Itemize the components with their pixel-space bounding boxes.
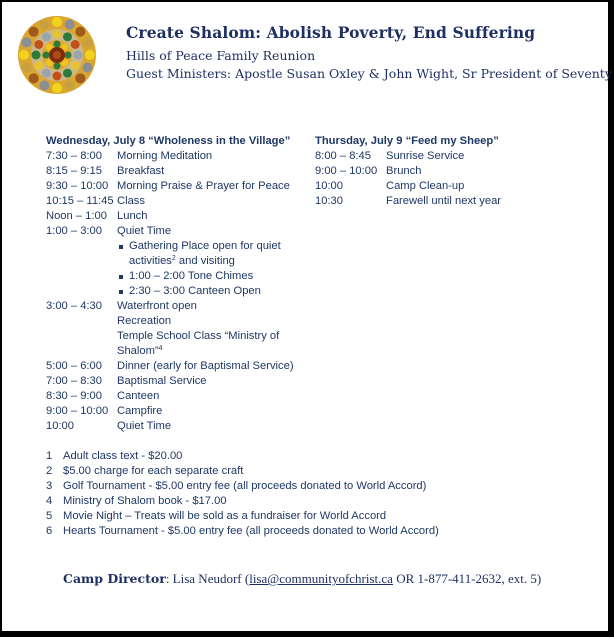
schedule-activity: Brunch — [386, 165, 422, 177]
schedule-activity: Breakfast — [117, 165, 165, 177]
mandala-petal — [71, 61, 80, 70]
quiet-time-bullets — [46, 239, 316, 299]
footnote-number: 5 — [46, 510, 53, 522]
footnote-ref: 4 — [158, 345, 163, 352]
schedule-activity: Baptismal Service — [117, 375, 207, 387]
schedule-activity: Camp Clean-up — [386, 180, 465, 192]
schedule-activity: Quiet Time — [117, 225, 172, 237]
schedule-activity: Dinner (early for Baptismal Service) — [117, 360, 294, 372]
schedule-activity: Farewell until next year — [386, 195, 502, 207]
guest-ministers: Guest Ministers: Apostle Susan Oxley & John Wight, Sr President of Seventy — [126, 66, 612, 81]
mandala-petal — [29, 27, 39, 37]
footnote-item — [46, 524, 439, 539]
footnote-number: 6 — [46, 525, 53, 537]
mandala-petal — [75, 73, 85, 83]
schedule-activity: Canteen — [117, 390, 160, 402]
bullet-item: 2:30 – 3:00 Canteen Open — [117, 284, 316, 299]
schedule-activity: Sunrise Service — [386, 150, 465, 162]
schedule-time: 8:00 – 8:45 — [315, 150, 371, 162]
camp-director-label: Camp Director — [63, 571, 166, 586]
mandala-petal — [34, 61, 43, 70]
footnote-item — [46, 509, 439, 524]
footnote-item — [46, 479, 439, 494]
schedule-row — [46, 194, 316, 209]
schedule-row — [315, 194, 555, 209]
mandala-petal — [52, 17, 62, 27]
footnote-text: Adult class text - $20.00 — [63, 450, 183, 462]
schedule-time: Noon – 1:00 — [46, 210, 107, 222]
mandala-petal — [63, 32, 72, 41]
mandala-petal — [42, 69, 51, 78]
mandala-petal — [65, 20, 75, 30]
mandala-petal — [53, 72, 62, 81]
mandala-petal — [75, 27, 85, 37]
schedule-time: 1:00 – 3:00 — [46, 225, 102, 237]
mandala-petal — [52, 83, 62, 93]
mandala-petal — [65, 52, 72, 59]
mandala-petal — [22, 37, 32, 47]
mandala-petal — [71, 40, 80, 49]
footnote-ref: 2 — [171, 255, 176, 262]
schedule-activity: Temple School Class “Ministry of Shalom”$^4$ — [117, 330, 280, 357]
schedule-activity: Morning Praise & Prayer for Peace — [117, 180, 290, 192]
schedule-row — [46, 404, 316, 419]
schedule-row — [315, 164, 555, 179]
schedule-time: 10:30 — [315, 195, 343, 207]
schedule-time: 10:00 — [315, 180, 343, 192]
schedule-time: 7:30 – 8:00 — [46, 150, 102, 162]
schedule-row — [46, 224, 316, 239]
wednesday-title: Wednesday, July 8 “Wholeness in the Village” — [46, 135, 291, 147]
bullet-item: 1:00 – 2:00 Tone Chimes — [117, 269, 316, 284]
mandala-petal — [53, 30, 62, 39]
mandala-petal — [82, 63, 92, 73]
schedule-time: 9:00 – 10:00 — [315, 165, 378, 177]
mandala-petal — [65, 80, 75, 90]
footnote-text: $5.00 charge for each separate craft — [63, 465, 244, 477]
email-link[interactable]: lisa@communityofchrist.ca — [249, 571, 393, 586]
schedule-activity: Campfire — [117, 405, 163, 417]
schedule-time: 9:00 – 10:00 — [46, 405, 109, 417]
schedule-activity: Waterfront open — [117, 300, 197, 312]
mandala-petal — [34, 40, 43, 49]
mandala-petal — [63, 69, 72, 78]
schedule-time: 10:15 – 11:45 — [46, 195, 114, 207]
footnote-text: Movie Night – Treats will be sold as a fundraiser for World Accord — [63, 510, 387, 522]
schedule-row — [315, 149, 555, 164]
thursday-title: Thursday, July 9 “Feed my Sheep” — [315, 135, 499, 147]
mandala-petal — [29, 73, 39, 83]
schedule-row — [46, 374, 316, 389]
schedule-time: 8:15 – 9:15 — [46, 165, 102, 177]
bullet-item: Gathering Place open for quiet activities$^2$ and visiting — [117, 239, 316, 269]
event-subtitle: Hills of Peace Family Reunion — [126, 48, 316, 63]
mandala-petal — [43, 52, 50, 59]
schedule-row — [46, 149, 316, 164]
schedule-row — [46, 209, 316, 224]
schedule-time: 9:30 – 10:00 — [46, 180, 109, 192]
schedule-time: 8:30 – 9:00 — [46, 390, 102, 402]
footnote-text: Golf Tournament - $5.00 entry fee (all proceeds donated to World Accord) — [63, 480, 427, 492]
mandala-petal — [22, 63, 32, 73]
footnote-item — [46, 494, 439, 509]
mandala-petal — [42, 32, 51, 41]
schedule-time: 3:00 – 4:30 — [46, 300, 102, 312]
mandala-petal — [32, 51, 41, 60]
footnote-text: Ministry of Shalom book - $17.00 — [63, 495, 227, 507]
footnote-number: 1 — [46, 450, 53, 462]
footnote-item — [46, 464, 439, 479]
schedule-time: 5:00 – 6:00 — [46, 360, 102, 372]
mandala-petal — [85, 50, 95, 60]
schedule-row — [46, 164, 316, 179]
footnotes-list — [46, 449, 439, 539]
mandala-petal — [19, 50, 29, 60]
footnote-item — [46, 449, 439, 464]
footnote-number: 3 — [46, 480, 53, 492]
mandala-petal — [39, 80, 49, 90]
schedule-activity: Quiet Time — [117, 420, 172, 432]
schedule-row — [46, 389, 316, 404]
schedule-time: 10:00 — [46, 420, 74, 432]
schedule-row — [46, 419, 316, 434]
mandala-petal — [39, 20, 49, 30]
mandala-petal — [54, 41, 61, 48]
schedule-activity: Lunch — [117, 210, 148, 222]
schedule-activity: Morning Meditation — [117, 150, 213, 162]
mandala-petal — [54, 63, 61, 70]
camp-director-contact: Camp Director: Lisa Neudorf (lisa@communityofchrist.ca OR 1-877-411-2632, ext. 5) — [63, 571, 542, 586]
schedule-activity: Recreation — [117, 315, 172, 327]
schedule-row — [46, 179, 316, 194]
page-title: Create Shalom: Abolish Poverty, End Suffering — [126, 23, 536, 42]
footnote-number: 2 — [46, 465, 53, 477]
thursday-schedule — [315, 134, 555, 209]
mandala-icon — [17, 15, 97, 95]
schedule-time: 7:00 – 8:30 — [46, 375, 102, 387]
schedule-row — [315, 179, 555, 194]
wednesday-schedule — [46, 134, 316, 434]
footnote-number: 4 — [46, 495, 53, 507]
schedule-activity: Class — [117, 195, 145, 207]
mandala-petal — [74, 51, 83, 60]
mandala-petal — [82, 37, 92, 47]
schedule-row — [46, 299, 316, 314]
footnote-text: Hearts Tournament - $5.00 entry fee (all proceeds donated to World Accord) — [63, 525, 439, 537]
schedule-row — [46, 359, 316, 374]
